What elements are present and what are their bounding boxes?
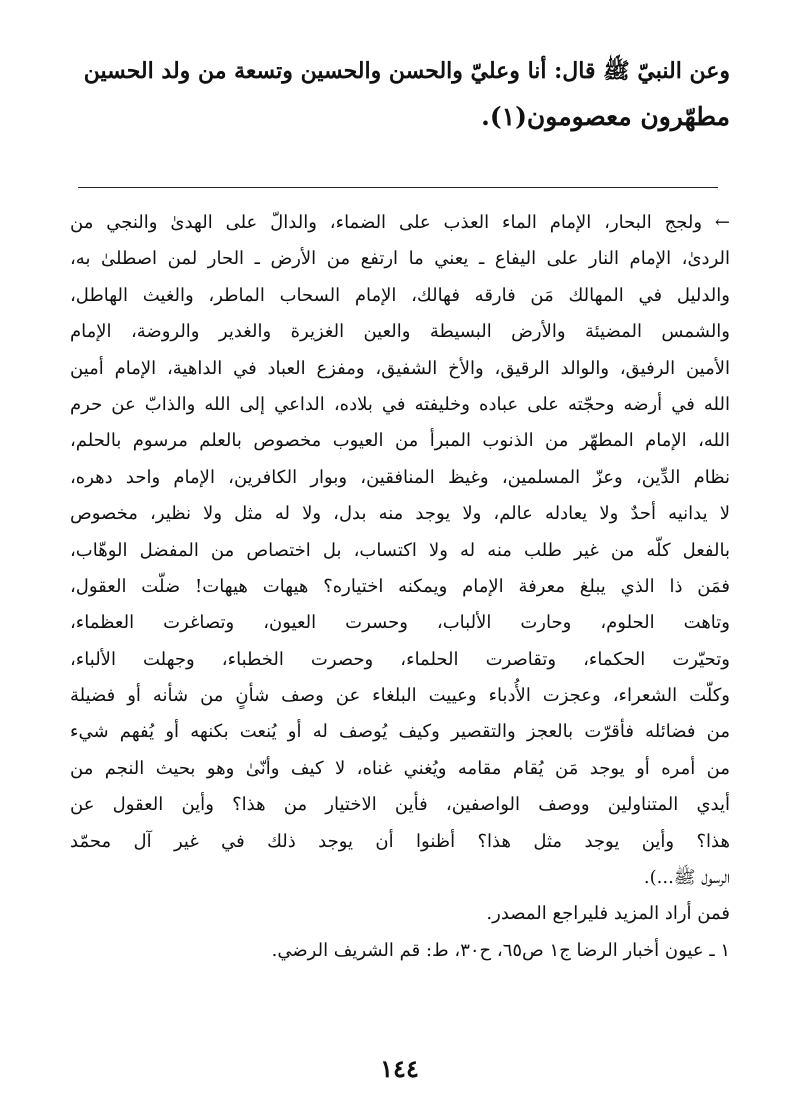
footnote-line: والشمس المضيئة والأرض البسيطة والعين الغزيرة والغدير والروضة، الإمام <box>70 321 730 343</box>
footnote-line: الله، الإمام المطهّر من الذنوب المبرأ من العيوب مخصوص بالعلم مرسوم بالحلم، <box>70 430 730 452</box>
footnote-line: أيدي المتناولين ووصف الواصفين، فأين الاختيار من هذا؟ وأين العقول عن <box>70 794 730 816</box>
footnote-line: وتاهت الحلوم، وحارت الألباب، وحسرت العيون، وتصاغرت العظماء، <box>70 612 730 634</box>
reference-footnote: ١ ـ عيون أخبار الرضا ج١ ص٦٥، ح٣٠، ط: قم الشريف الرضي. <box>271 939 730 961</box>
footnote-line: فمَن ذا الذي يبلغ معرفة الإمام ويمكنه اختياره؟ هيهات هيهات! ضلّت العقول، <box>70 575 730 597</box>
footnote-line: وكلّت الشعراء، وعجزت الأُدباء وعييت البلغاء عن وصف شأنٍ من شأنه أو فضيلة <box>70 685 730 707</box>
footnote-line: الأمين الرفيق، والوالد الرقيق، والأخ الشفيق، ومفزع العباد في الداهية، الإمام أمين <box>70 357 730 379</box>
page-number: ١٤٤ <box>380 1054 419 1083</box>
footnote-line: الله في أرضه وحجّته على عباده وخليفته في بلاده، الداعي إلى الله والذابّ عن حرم <box>70 393 730 415</box>
footnote-line: والدليل في المهالك مَن فارقه فهالك، الإمام السحاب الماطر، والغيث الهاطل، <box>70 284 730 306</box>
footnote-line: وتحيّرت الحكماء، وتقاصرت الحلماء، وحصرت الخطباء، وجهلت الألباء، <box>70 648 730 670</box>
footnote-line: هذا؟ وأين يوجد مثل هذا؟ أظنوا أن يوجد ذلك في غير آل محمّد <box>70 830 730 852</box>
main-text <box>70 48 730 140</box>
footnote-line-end: الرسول ﷺ...). <box>643 867 730 889</box>
footnote-divider <box>78 187 718 188</box>
source-note: فمن أراد المزيد فليراجع المصدر. <box>486 903 730 925</box>
footnote-line: نظام الدِّين، وعزّ المسلمين، وغيظ المنافقين، وبوار الكافرين، الإمام واحد دهره، <box>70 466 730 488</box>
footnote-line: من أمره أو يوجد مَن يُقام مقامه ويُغني غناه، لا كيف وأنّىٰ وهو بحيث النجم من <box>70 757 730 779</box>
footnote-block <box>70 205 730 969</box>
footnote-line: الردىٰ، الإمام النار على اليفاع ـ يعني ما ارتفع من الأرض ـ الحار لمن اصطلىٰ به، <box>70 248 730 270</box>
footnote-line: بالفعل كلّه من غير طلب منه له ولا اكتساب، بل اختصاص من المفضل الوهّاب، <box>70 539 730 561</box>
footnote-line: لا يدانيه أحدٌ ولا يعادله عالم، ولا يوجد منه بدل، ولا له مثل ولا نظير، مخصوص <box>70 503 730 525</box>
main-text-line: مطهّرون معصومون(١). <box>481 102 730 131</box>
footnote-line: ← ولجج البحار، الإمام الماء العذب على الضماء، والدالّ على الهدىٰ والنجي من <box>70 212 730 233</box>
main-text-line: وعن النبيّ ﷺ قال: أنا وعليّ والحسن والحسين وتسعة من ولد الحسين <box>83 58 730 84</box>
footnote-line: من فضائله فأقرّت بالعجز والتقصير وكيف يُوصف له أو يُنعت بكنهه أو يُفهم شيء <box>70 721 730 743</box>
